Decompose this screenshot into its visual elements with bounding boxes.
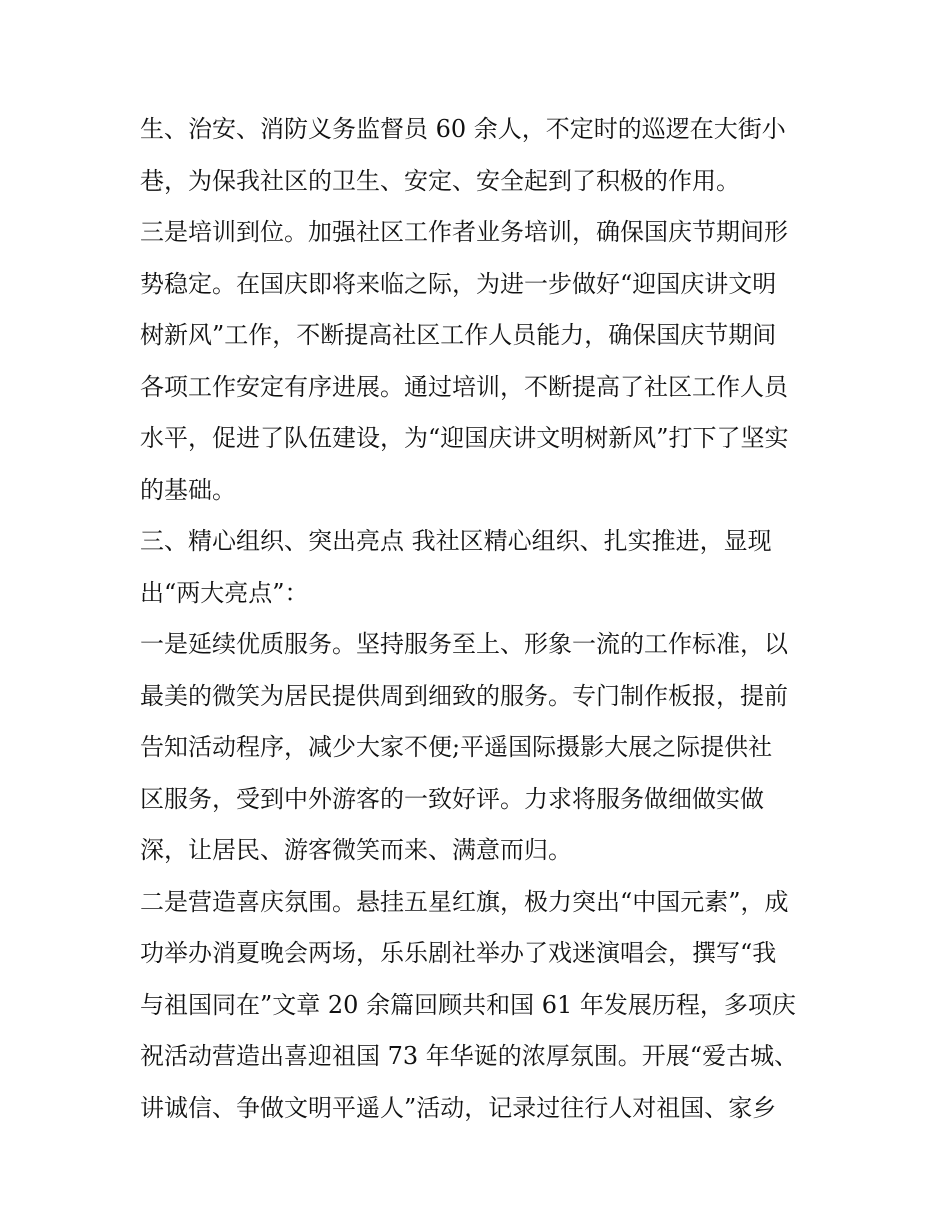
document-body: [140, 104, 820, 1134]
text-line: 巷，为保我社区的卫生、安定、安全起到了积极的作用。: [140, 166, 740, 195]
text-line: 讲诚信、争做文明平遥人”活动，记录过往行人对祖国、家乡: [140, 1093, 777, 1122]
text-line: 区服务，受到中外游客的一致好评。力求将服务做细做实做: [140, 784, 764, 813]
text-line: 出“两大亮点”：: [140, 578, 309, 607]
text-line: 的基础。: [140, 475, 236, 504]
text-line: 祝活动营造出喜迎祖国 73 年华诞的浓厚氛围。开展“爱古城、: [140, 1042, 799, 1070]
text-line: 三、精心组织、突出亮点 我社区精心组织、扎实推进，显现: [140, 527, 772, 555]
text-line: 最美的微笑为居民提供周到细致的服务。专门制作板报，提前: [140, 681, 788, 710]
text-line: 生、治安、消防义务监督员 60 余人，不定时的巡逻在大街小: [140, 115, 786, 143]
text-line: 深，让居民、游客微笑而来、满意而归。: [140, 836, 572, 864]
text-line: 告知活动程序，减少大家不便;平遥国际摄影大展之际提供社: [140, 733, 773, 761]
text-line: 一是延续优质服务。坚持服务至上、形象一流的工作标准，以: [140, 630, 788, 658]
text-line: 树新风”工作，不断提高社区工作人员能力，确保国庆节期间: [140, 321, 777, 349]
text-line: 三是培训到位。加强社区工作者业务培训，确保国庆节期间形: [140, 218, 788, 246]
text-line: 水平，促进了队伍建设，为“迎国庆讲文明树新风”打下了坚实: [140, 424, 789, 452]
text-line: 与祖国同在”文章 20 余篇回顾共和国 61 年发展历程，多项庆: [140, 990, 796, 1019]
text-line: 各项工作安定有序进展。通过培训，不断提高了社区工作人员: [140, 372, 788, 401]
text-line: 势稳定。在国庆即将来临之际，为进一步做好“迎国庆讲文明: [140, 269, 777, 298]
text-line: 功举办消夏晚会两场，乐乐剧社举办了戏迷演唱会，撰写“我: [140, 939, 777, 967]
text-line: 二是营造喜庆氛围。悬挂五星红旗，极力突出“中国元素”，成: [140, 887, 789, 916]
